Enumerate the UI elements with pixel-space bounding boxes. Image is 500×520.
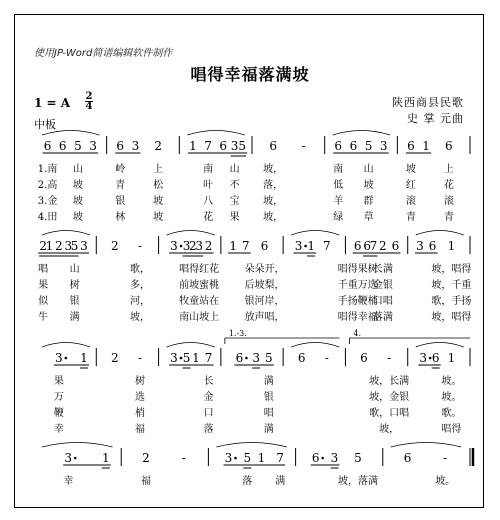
lyric-syllable: 红 — [405, 180, 416, 191]
lyric-syllable: 不 — [229, 180, 240, 191]
lyric-syllable: 坡，长满 — [369, 376, 410, 387]
lyric-syllable: 歌。 — [441, 408, 462, 419]
slur-arc — [187, 131, 244, 136]
lyric-syllable: 福 — [135, 424, 145, 435]
lyric-syllable: 选 — [135, 392, 145, 403]
lyric-syllable: 草 — [363, 212, 374, 223]
note-digit: 3 — [224, 451, 233, 465]
lyric-syllable: 唱得 — [441, 424, 462, 435]
lyric-syllable: 坡，金银 — [369, 392, 410, 403]
note-digit: 3 — [55, 351, 63, 365]
note-digit: 7 — [323, 239, 331, 253]
note-digit: 6 — [431, 351, 440, 365]
note-digit: 2 — [154, 139, 162, 153]
lyric-syllable: 花 — [203, 212, 214, 223]
dash-mark: - — [137, 239, 143, 253]
lyric-syllable: 前坡蜜桃 — [179, 280, 220, 291]
lyric-syllable: 坡， — [263, 196, 284, 207]
lyric-syllable: 山 — [363, 164, 374, 175]
note-digit: 6 — [219, 139, 228, 153]
dash-mark: - — [443, 451, 448, 465]
note-digit: 1 — [45, 239, 54, 253]
lyric-syllable: 似 — [38, 296, 49, 307]
note-digit: 1 — [80, 351, 88, 365]
lyric-syllable: 落满 — [372, 312, 393, 323]
note-digit: 6 — [407, 139, 415, 153]
note-digit: 1 — [422, 139, 430, 153]
note-digit: 5 — [364, 139, 373, 153]
lyric-syllable: 树 — [69, 280, 80, 291]
dash-mark: - — [137, 351, 143, 365]
slur-arc — [167, 231, 215, 236]
slur-arc — [42, 443, 112, 448]
lyric-syllable: 唱 — [263, 408, 274, 419]
lyric-syllable: 河， — [130, 296, 150, 307]
slur-arc — [42, 343, 90, 348]
note-digit: 7 — [204, 139, 212, 153]
note-digit: 6 — [334, 139, 343, 153]
dash-mark: - — [324, 351, 329, 365]
lyric-syllable: 坡 — [72, 180, 83, 191]
song-authors: 史 掌 元曲 — [407, 112, 464, 125]
lyric-syllable: 万 — [53, 392, 64, 403]
lyric-syllable: 坡 — [72, 196, 83, 207]
note-digit: 3 — [182, 239, 191, 253]
note-digit: 2 — [55, 239, 63, 253]
note-digit: 1 — [307, 239, 315, 253]
lyric-syllable: 坡 — [153, 212, 164, 223]
page-title: 唱得幸福落满坡 — [190, 65, 310, 84]
lyric-syllable: 滚 — [405, 196, 416, 207]
lyric-syllable: 满 — [263, 376, 274, 387]
slur-arc — [416, 343, 464, 348]
dot-mark — [65, 357, 68, 360]
dash-mark: - — [301, 139, 306, 153]
lyric-syllable: 歌，口唱 — [369, 408, 410, 419]
lyric-syllable: 3.金 — [37, 196, 58, 207]
lyric-syllable: 果 — [38, 280, 49, 291]
note-digit: 3 — [64, 451, 73, 465]
note-digit: 5 — [70, 239, 79, 253]
lyric-syllable: 满 — [263, 424, 274, 435]
note-digit: 6 — [428, 239, 437, 253]
lyric-syllable: 后坡梨， — [244, 280, 285, 291]
note-digit: 3 — [195, 239, 203, 253]
note-digit: 3 — [419, 351, 427, 365]
lyric-syllable: 坡， — [263, 212, 284, 223]
note-digit: 2 — [111, 351, 119, 365]
note-digit: 3 — [294, 239, 303, 253]
slur-arc — [167, 343, 215, 348]
lyric-syllable: 4.田 — [37, 212, 58, 223]
note-digit: 2 — [111, 239, 119, 253]
note-digit: 7 — [276, 451, 285, 465]
slur-arc — [416, 231, 464, 236]
note-digit: 2 — [39, 239, 47, 253]
note-digit: 2 — [204, 239, 213, 253]
slur-arc — [391, 443, 461, 448]
lyric-syllable: 千重万选 — [337, 280, 378, 291]
note-digit: 5 — [238, 139, 247, 153]
lyric-syllable: 南山坡上 — [179, 312, 220, 323]
dash-mark: - — [181, 451, 186, 465]
note-digit: 6 — [363, 239, 371, 253]
note-digit: 5 — [74, 139, 82, 153]
lyric-syllable: 落， — [263, 180, 284, 191]
note-digit: 5 — [264, 351, 273, 365]
lyric-syllable: 朵朵开， — [244, 264, 285, 275]
note-digit: 5 — [182, 351, 191, 365]
lyric-syllable: 八 — [203, 196, 214, 207]
lyric-syllable: 花 — [443, 180, 454, 191]
note-digit: 3 — [170, 351, 178, 365]
lyric-syllable: 青 — [443, 212, 454, 223]
lyric-syllable: 牧童站在 — [179, 296, 220, 307]
lyric-syllable: 南 — [203, 164, 214, 175]
lyric-syllable: 坡。 — [441, 392, 462, 403]
note-digit: 5 — [354, 451, 362, 465]
lyric-syllable: 坡，千重 — [431, 280, 472, 291]
lyric-syllable: 银河岸， — [244, 296, 285, 307]
lyric-syllable: 山 — [69, 264, 80, 275]
lyric-syllable: 坡。 — [435, 476, 456, 487]
lyric-syllable: 坡 — [72, 212, 83, 223]
lyric-syllable: 梢 — [135, 408, 145, 419]
note-digit: 3 — [170, 239, 178, 253]
lyric-syllable: 南 — [333, 164, 344, 175]
lyric-syllable: 鞭 — [53, 408, 64, 419]
slur-arc — [216, 443, 286, 448]
note-digit: 1 — [257, 451, 266, 465]
lyric-syllable: 羊 — [333, 196, 344, 207]
ending-2-label: 4. — [353, 329, 362, 338]
dash-mark: - — [387, 351, 392, 365]
tempo-marking: 中板 — [34, 118, 56, 131]
dot-mark — [321, 457, 324, 460]
note-digit: 3 — [64, 239, 73, 253]
note-digit: 6 — [235, 351, 244, 365]
lyric-syllable: 福 — [141, 476, 151, 487]
note-digit: 6 — [360, 351, 368, 365]
note-digit: 1 — [189, 139, 197, 153]
lyric-syllable: 坡 — [363, 180, 374, 191]
lyric-syllable: 歌， — [130, 264, 150, 275]
note-digit: 6 — [269, 139, 277, 153]
note-digit: 6 — [353, 239, 362, 253]
lyric-syllable: 幸 — [53, 424, 64, 435]
note-digit: 3 — [330, 451, 339, 465]
note-digit: 6 — [58, 139, 67, 153]
note-digit: 6 — [311, 451, 320, 465]
software-credit: 使用JP-Word简谱编辑软件制作 — [34, 48, 173, 59]
note-digit: 2 — [379, 239, 387, 253]
lyric-syllable: 上 — [443, 164, 454, 175]
lyric-syllable: 坡。 — [441, 376, 462, 387]
lyric-syllable: 落 — [242, 476, 253, 487]
lyric-syllable: 绿 — [333, 212, 344, 223]
lyric-syllable: 满 — [275, 476, 286, 487]
lyric-syllable: 果 — [53, 376, 64, 387]
lyric-syllable: 坡， — [263, 164, 284, 175]
lyric-syllable: 山 — [72, 164, 83, 175]
lyric-syllable: 落 — [203, 424, 214, 435]
note-digit: 6 — [297, 351, 306, 365]
lyric-syllable: 唱得幸福 — [337, 312, 378, 323]
slur-arc — [42, 231, 90, 236]
note-digit: 1 — [192, 351, 200, 365]
lyric-syllable: 宝 — [229, 196, 240, 207]
note-digit: 3 — [252, 351, 261, 365]
lyric-syllable: 上 — [153, 164, 164, 175]
lyric-syllable: 群 — [363, 196, 374, 207]
lyric-syllable: 1.南 — [37, 164, 58, 175]
key-signature: 1 = A — [34, 96, 71, 110]
note-digit: 7 — [369, 239, 378, 253]
lyric-syllable: 坡 — [153, 196, 164, 207]
dot-mark — [234, 457, 237, 460]
dot-mark — [245, 357, 248, 360]
lyric-syllable: 幸 — [63, 476, 74, 487]
lyric-syllable: 2.高 — [37, 180, 58, 191]
note-digit: 2 — [142, 451, 150, 465]
note-digit: 3 — [379, 139, 388, 153]
lyric-syllable: 长满 — [372, 264, 393, 275]
note-digit: 6 — [349, 139, 358, 153]
lyric-syllable: 果 — [229, 212, 240, 223]
slur-arc — [333, 131, 390, 136]
slur-arc — [291, 231, 339, 236]
lyric-syllable: 银 — [69, 296, 80, 307]
note-digit: 3 — [89, 139, 97, 153]
note-digit: 7 — [241, 239, 250, 253]
meter-bottom: 4 — [85, 101, 93, 112]
slur-arc — [42, 131, 99, 136]
lyric-syllable: 唱 — [38, 264, 49, 275]
note-digit: 6 — [445, 139, 453, 153]
lyric-syllable: 坡 — [405, 164, 416, 175]
note-digit: 3 — [131, 139, 140, 153]
note-digit: 6 — [403, 451, 412, 465]
lyric-syllable: 岭 — [115, 164, 126, 175]
lyric-syllable: 唱得果树 — [337, 264, 378, 275]
lyric-syllable: 歌，手扬 — [431, 296, 472, 307]
note-digit: 1 — [447, 351, 456, 365]
note-digit: 1 — [229, 239, 237, 253]
lyric-syllable: 坡，唱得 — [431, 264, 472, 275]
lyric-syllable: 滚 — [443, 196, 454, 207]
note-digit: 3 — [80, 239, 88, 253]
lyric-syllable: 低 — [333, 180, 344, 191]
note-digit: 6 — [260, 239, 269, 253]
lyric-syllable: 银 — [115, 196, 126, 207]
lyric-syllable: 松 — [153, 180, 164, 191]
note-digit: 7 — [204, 351, 213, 365]
lyric-syllable: 坡， — [130, 312, 150, 323]
song-origin: 陕西商县民歌 — [392, 96, 464, 109]
lyric-syllable: 长 — [203, 376, 214, 387]
lyric-syllable: 牛 — [38, 312, 49, 323]
note-digit: 3 — [416, 239, 424, 253]
lyric-syllable: 银 — [263, 392, 274, 403]
note-digit: 2 — [189, 239, 197, 253]
note-digit: 6 — [43, 139, 52, 153]
meter-top: 2 — [85, 91, 93, 102]
lyric-syllable: 叶 — [203, 180, 214, 191]
note-digit: 1 — [447, 239, 456, 253]
lyric-syllable: 树 — [135, 376, 145, 387]
dot-mark — [74, 457, 77, 460]
lyric-syllable: 口 — [203, 408, 214, 419]
lyric-syllable: 多， — [130, 280, 150, 291]
lyric-syllable: 金银 — [372, 280, 393, 291]
note-digit: 6 — [116, 139, 125, 153]
lyric-syllable: 金 — [203, 392, 214, 403]
lyric-syllable: 坡，唱得 — [431, 312, 472, 323]
lyric-syllable: 坡， — [379, 424, 400, 435]
lyric-syllable: 坡，落满 — [338, 476, 378, 487]
lyric-syllable: 放声唱， — [244, 312, 285, 323]
lyric-syllable: 手扬鞭梢 — [337, 296, 378, 307]
note-digit: 3 — [230, 139, 239, 153]
lyric-syllable: 满 — [69, 312, 80, 323]
lyric-syllable: 唱得红花 — [179, 264, 220, 275]
lyric-syllable: 青 — [405, 212, 416, 223]
ending-1-label: 1.-3. — [228, 329, 247, 338]
lyric-syllable: 山 — [229, 164, 240, 175]
note-digit: 1 — [101, 451, 110, 465]
note-digit: 5 — [243, 451, 252, 465]
lyric-syllable: 口唱 — [372, 296, 393, 307]
lyric-syllable: 青 — [115, 180, 126, 191]
lyric-syllable: 林 — [115, 212, 126, 223]
slur-arc — [291, 343, 339, 348]
note-digit: 6 — [391, 239, 400, 253]
